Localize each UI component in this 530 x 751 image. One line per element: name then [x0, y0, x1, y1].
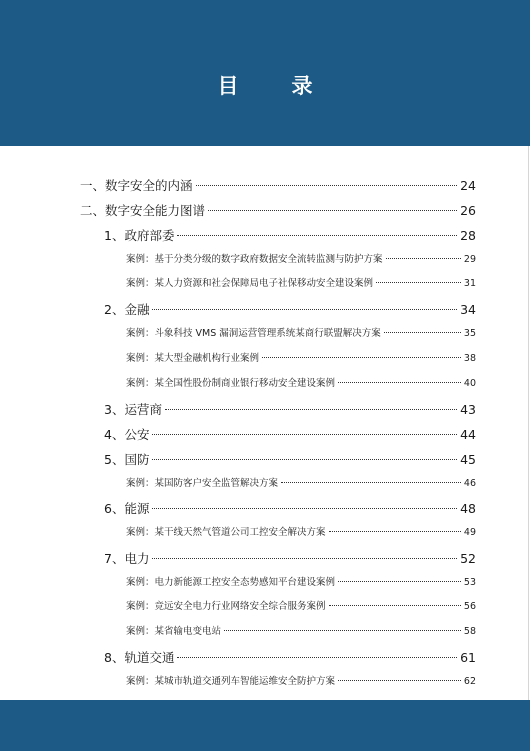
toc-entry-label: 案例：竞远安全电力行业网络安全综合服务案例: [126, 601, 326, 612]
toc-entry[interactable]: [104, 549, 476, 567]
toc-entry-label: 案例：某干线天然气管道公司工控安全解决方案: [126, 527, 326, 538]
toc-entry-label: 8、轨道交通: [104, 650, 175, 665]
toc-entry[interactable]: [104, 226, 476, 244]
toc-entry-page-number: 61: [460, 650, 476, 665]
toc-entry[interactable]: [126, 475, 476, 489]
toc-entry-label: 案例：某人力资源和社会保障局电子社保移动安全建设案例: [126, 278, 374, 289]
toc-dot-leader: [208, 210, 457, 211]
toc-entry[interactable]: [126, 375, 476, 389]
toc-entry[interactable]: [104, 648, 476, 666]
toc-entry-label: 二、数字安全能力图谱: [80, 203, 206, 218]
toc-entry-page-number: 28: [460, 228, 476, 243]
toc-entry-page-number: 45: [460, 452, 476, 467]
toc-entry-label: 案例：某全国性股份制商业银行移动安全建设案例: [126, 378, 336, 389]
toc-dot-leader: [338, 680, 461, 681]
toc-dot-leader: [376, 282, 461, 283]
toc-entry[interactable]: [126, 623, 476, 637]
toc-dot-leader: [152, 309, 457, 310]
toc-entry-page-number: 40: [463, 378, 476, 389]
toc-entry-page-number: 49: [463, 527, 476, 538]
toc-entry-page-number: 38: [463, 353, 476, 364]
toc-dot-leader: [329, 531, 461, 532]
toc-entry-label: 案例：基于分类分级的数字政府数据安全流转监测与防护方案: [126, 254, 383, 265]
toc-entry[interactable]: [126, 275, 476, 289]
footer-band: [0, 700, 530, 751]
toc-entry-label: 5、国防: [104, 452, 150, 467]
toc-entry[interactable]: [126, 574, 476, 588]
toc-dot-leader: [338, 581, 461, 582]
toc-dot-leader: [262, 357, 461, 358]
toc-entry[interactable]: [104, 499, 476, 517]
toc-entry[interactable]: [104, 300, 476, 318]
toc-entry-label: 3、运营商: [104, 402, 162, 417]
toc-entry-page-number: 29: [463, 254, 476, 265]
toc-dot-leader: [386, 258, 461, 259]
toc-entry-page-number: 44: [460, 427, 476, 442]
toc-entry[interactable]: [126, 251, 476, 265]
toc-entry-page-number: 43: [460, 402, 476, 417]
toc-dot-leader: [177, 657, 457, 658]
toc-entry-label: 一、数字安全的内涵: [80, 178, 193, 193]
toc-entry-label: 4、公安: [104, 427, 150, 442]
toc-entry[interactable]: [126, 598, 476, 612]
toc-entry-page-number: 53: [463, 577, 476, 588]
toc-entry-page-number: 35: [463, 328, 476, 339]
toc-entry-page-number: 52: [460, 551, 476, 566]
toc-entry-page-number: 48: [460, 501, 476, 516]
toc-entry-page-number: 56: [463, 601, 476, 612]
toc-entry[interactable]: [104, 425, 476, 443]
toc-entry[interactable]: [80, 201, 476, 219]
page-title: 目 录: [217, 74, 329, 98]
toc-entry-label: 案例：电力新能源工控安全态势感知平台建设案例: [126, 577, 336, 588]
toc-entry-label: 案例：某省输电变电站: [126, 626, 222, 637]
toc-entry[interactable]: [126, 673, 476, 687]
toc-entry-page-number: 26: [460, 203, 476, 218]
toc-dot-leader: [329, 605, 461, 606]
toc-entry-page-number: 34: [460, 302, 476, 317]
toc-entry-label: 7、电力: [104, 551, 150, 566]
toc-dot-leader: [152, 459, 457, 460]
toc-entry-label: 1、政府部委: [104, 228, 175, 243]
toc-dot-leader: [384, 332, 461, 333]
toc-dot-leader: [152, 558, 457, 559]
toc-entry[interactable]: [80, 176, 476, 194]
toc-entry-label: 案例：某国防客户安全监管解决方案: [126, 478, 279, 489]
toc-dot-leader: [224, 630, 461, 631]
toc-entry[interactable]: [104, 450, 476, 468]
toc-entry-label: 案例：斗象科技 VMS 漏洞运营管理系统某商行联盟解决方案: [126, 328, 381, 339]
toc-entry[interactable]: [126, 325, 476, 339]
toc-entry-page-number: 46: [463, 478, 476, 489]
toc-entry[interactable]: [126, 350, 476, 364]
toc-dot-leader: [281, 482, 461, 483]
toc-entry-label: 6、能源: [104, 501, 150, 516]
toc-entry[interactable]: [104, 400, 476, 418]
toc-entry-page-number: 58: [463, 626, 476, 637]
toc-dot-leader: [196, 185, 458, 186]
toc-entry-label: 案例：某城市轨道交通列车智能运维安全防护方案: [126, 676, 336, 687]
toc-dot-leader: [152, 508, 457, 509]
toc-entry-label: 案例：某大型金融机构行业案例: [126, 353, 260, 364]
toc-dot-leader: [152, 434, 457, 435]
toc-dot-leader: [177, 235, 457, 236]
toc-entry-page-number: 62: [463, 676, 476, 687]
toc-entry[interactable]: [126, 524, 476, 538]
toc-entry-label: 2、金融: [104, 302, 150, 317]
toc-entry-page-number: 24: [460, 178, 476, 193]
toc-entry-page-number: 31: [463, 278, 476, 289]
toc-dot-leader: [338, 382, 461, 383]
toc-dot-leader: [165, 409, 457, 410]
